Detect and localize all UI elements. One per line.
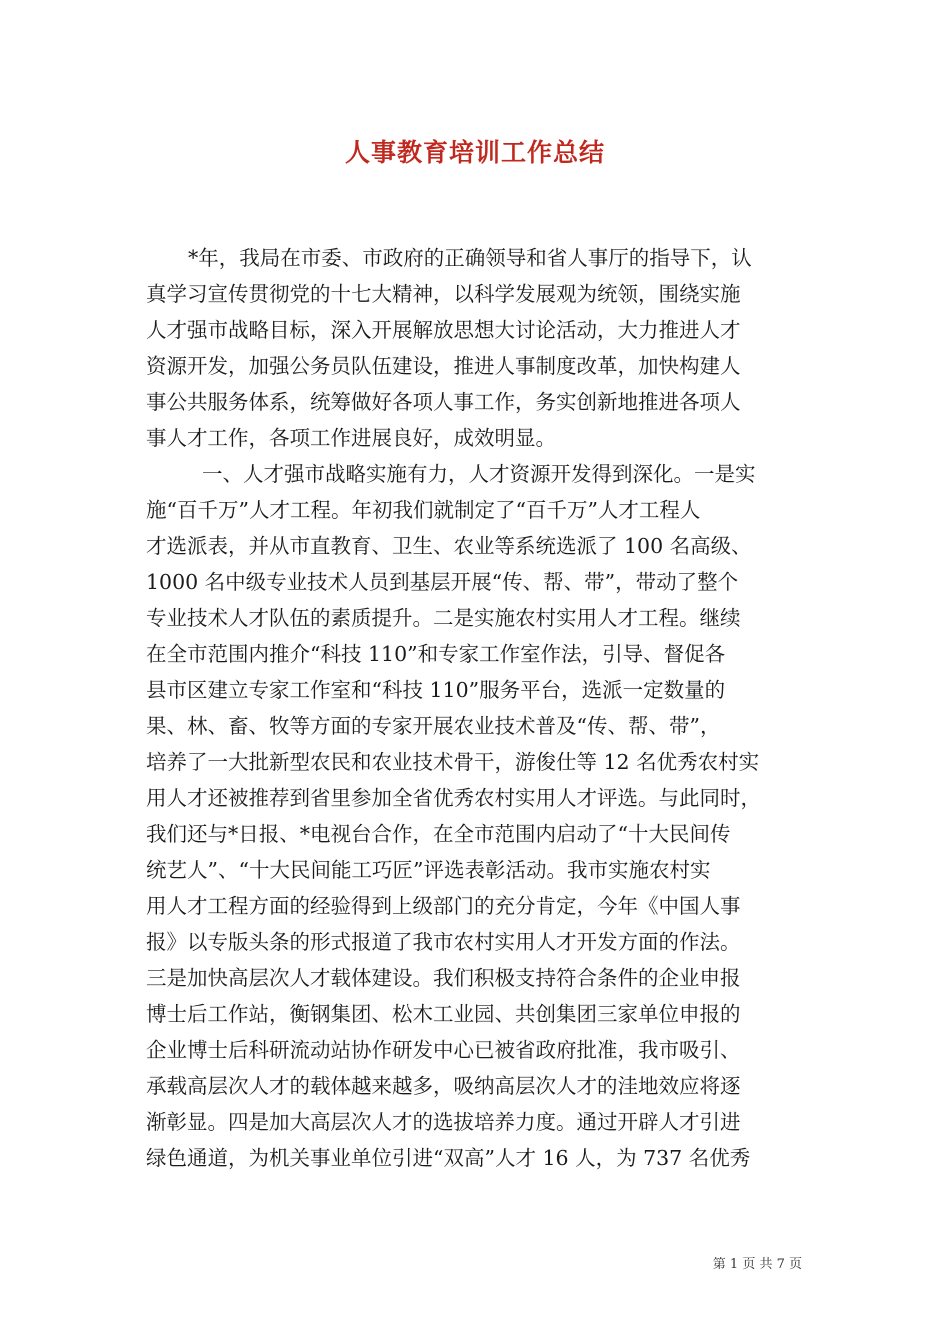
page-number: 第 1 页 共 7 页 (712, 1257, 802, 1272)
paragraph-line: 用人才还被推荐到省里参加全省优秀农村实用人才评选。与此同时， (146, 786, 761, 810)
paragraph-line: 在全市范围内推介“科技 110”和专家工作室作法，引导、督促各 (146, 642, 726, 666)
paragraph-line: 三是加快高层次人才载体建设。我们积极支持符合条件的企业申报 (146, 966, 741, 990)
paragraph-line: 1000 名中级专业技术人员到基层开展“传、帮、带”，带动了整个 (146, 570, 739, 594)
paragraph-line: 才选派表，并从市直教育、卫生、农业等系统选派了 100 名高级、 (146, 534, 752, 558)
paragraph-line: 培养了一大批新型农民和农业技术骨干，游俊仕等 12 名优秀农村实 (146, 750, 760, 774)
paragraph-line: 渐彰显。四是加大高层次人才的选拔培养力度。通过开辟人才引进 (146, 1110, 741, 1134)
paragraph-line: 绿色通道，为机关事业单位引进“双高”人才 16 人，为 737 名优秀 (146, 1146, 751, 1170)
paragraph-line: 我们还与*日报、*电视台合作，在全市范围内启动了“十大民间传 (146, 822, 731, 846)
paragraph-line: *年，我局在市委、市政府的正确领导和省人事厅的指导下，认 (188, 246, 752, 270)
paragraph-line: 专业技术人才队伍的素质提升。二是实施农村实用人才工程。继续 (146, 606, 741, 630)
paragraph-line: 人才强市战略目标，深入开展解放思想大讨论活动，大力推进人才 (146, 318, 741, 342)
paragraph-line: 事公共服务体系，统筹做好各项人事工作，务实创新地推进各项人 (146, 390, 741, 414)
paragraph-line: 一、人才强市战略实施有力，人才资源开发得到深化。一是实 (202, 462, 756, 486)
document-body (146, 240, 812, 1176)
paragraph-line: 博士后工作站，衡钢集团、松木工业园、共创集团三家单位申报的 (146, 1002, 741, 1026)
paragraph-line: 企业博士后科研流动站协作研发中心已被省政府批准，我市吸引、 (146, 1038, 741, 1062)
paragraph-line: 承载高层次人才的载体越来越多，吸纳高层次人才的洼地效应将逐 (146, 1074, 741, 1098)
paragraph-line: 统艺人”、“十大民间能工巧匠”评选表彰活动。我市实施农村实 (146, 858, 711, 882)
paragraph-line: 报》以专版头条的形式报道了我市农村实用人才开发方面的作法。 (146, 930, 741, 954)
paragraph-line: 施“百千万”人才工程。年初我们就制定了“百千万”人才工程人 (146, 498, 701, 522)
paragraph-line: 果、林、畜、牧等方面的专家开展农业技术普及“传、帮、带”， (146, 714, 721, 738)
paragraph-line: 事人才工作，各项工作进展良好，成效明显。 (146, 426, 556, 450)
document-title: 人事教育培训工作总结 (344, 138, 605, 167)
paragraph-line: 资源开发，加强公务员队伍建设，推进人事制度改革，加快构建人 (146, 354, 741, 378)
paragraph-line: 用人才工程方面的经验得到上级部门的充分肯定，今年《中国人事 (146, 894, 741, 918)
paragraph-line: 县市区建立专家工作室和“科技 110”服务平台，选派一定数量的 (146, 678, 726, 702)
paragraph-line: 真学习宣传贯彻党的十七大精神，以科学发展观为统领，围绕实施 (146, 282, 741, 306)
